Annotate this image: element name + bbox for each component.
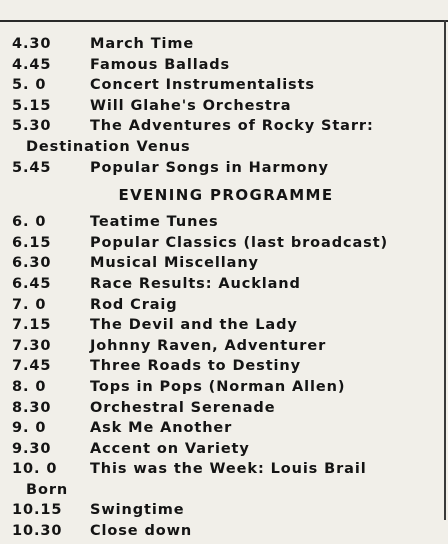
programme-row [12, 420, 440, 441]
programme-title: Will Glahe's Orchestra [90, 97, 292, 114]
programme-time: 7.15 [12, 317, 52, 334]
programme-time: 6.15 [12, 234, 52, 251]
programme-row [12, 214, 440, 235]
programme-time: 6.45 [12, 275, 52, 292]
programme-title: Popular Classics (last broadcast) [90, 234, 389, 251]
programme-time: 10.15 [12, 502, 63, 519]
programme-row [12, 36, 440, 57]
programme-row [12, 441, 440, 462]
programme-time: 4.30 [12, 36, 52, 52]
programme-title: The Devil and the Lady [90, 317, 298, 334]
programme-row [12, 400, 440, 421]
programme-row [12, 276, 440, 297]
programme-time: 10. 0 [12, 461, 58, 478]
programme-title-continuation: Born [26, 481, 69, 498]
programme-row [12, 255, 440, 276]
programme-row [12, 57, 440, 78]
programme-row [12, 297, 440, 318]
programme-row [12, 317, 440, 338]
programme-time: 9.30 [12, 440, 52, 457]
programme-time: 7. 0 [12, 296, 47, 313]
programme-title-continuation: Destination Venus [26, 138, 191, 155]
programme-row [12, 358, 440, 379]
programme-row [12, 379, 440, 400]
programme-row [12, 235, 440, 256]
programme-row [12, 523, 440, 544]
programme-time: 7.45 [12, 358, 52, 375]
programme-title: Close down [90, 523, 193, 540]
programme-time: 6. 0 [12, 214, 47, 231]
programme-title: Concert Instrumentalists [90, 77, 315, 94]
programme-title: Three Roads to Destiny [90, 358, 301, 375]
programme-title: Musical Miscellany [90, 255, 259, 272]
programme-title: Ask Me Another [90, 420, 233, 437]
programme-row [12, 160, 440, 181]
programme-row [12, 461, 440, 482]
programme-title: Orchestral Serenade [90, 399, 276, 416]
programme-row [12, 98, 440, 119]
programme-time: 8. 0 [12, 378, 47, 395]
programme-row [12, 77, 440, 98]
programme-row [12, 338, 440, 359]
programme-time: 9. 0 [12, 420, 47, 437]
programme-time: 5.30 [12, 118, 52, 135]
programme-title: Famous Ballads [90, 56, 231, 73]
programme-time: 5.45 [12, 159, 52, 176]
programme-title: This was the Week: Louis Brail [90, 461, 367, 478]
programme-time: 10.30 [12, 523, 63, 540]
programme-row [12, 118, 440, 139]
afternoon-list [12, 36, 440, 180]
programme-title: Popular Songs in Harmony [90, 159, 329, 176]
programme-time: 8.30 [12, 399, 52, 416]
programme-title: Teatime Tunes [90, 214, 219, 231]
programme-title: Tops in Pops (Norman Allen) [90, 378, 346, 395]
programme-title: The Adventures of Rocky Starr: [90, 118, 374, 135]
programme-title: March Time [90, 36, 195, 52]
section-heading: EVENING PROGRAMME [118, 186, 334, 205]
programme-time: 7.30 [12, 337, 52, 354]
programme-title: Johnny Raven, Adventurer [90, 337, 327, 354]
programme-title: Swingtime [90, 502, 185, 519]
programme-title: Race Results: Auckland [90, 275, 301, 292]
top-rule [0, 20, 448, 22]
programme-time: 5. 0 [12, 77, 47, 94]
evening-list [12, 214, 440, 544]
programme-time: 5.15 [12, 97, 52, 114]
right-rule [444, 20, 446, 520]
programme-time: 4.45 [12, 56, 52, 73]
programme-title: Accent on Variety [90, 440, 250, 457]
programme-time: 6.30 [12, 255, 52, 272]
programme-title: Rod Craig [90, 296, 178, 313]
